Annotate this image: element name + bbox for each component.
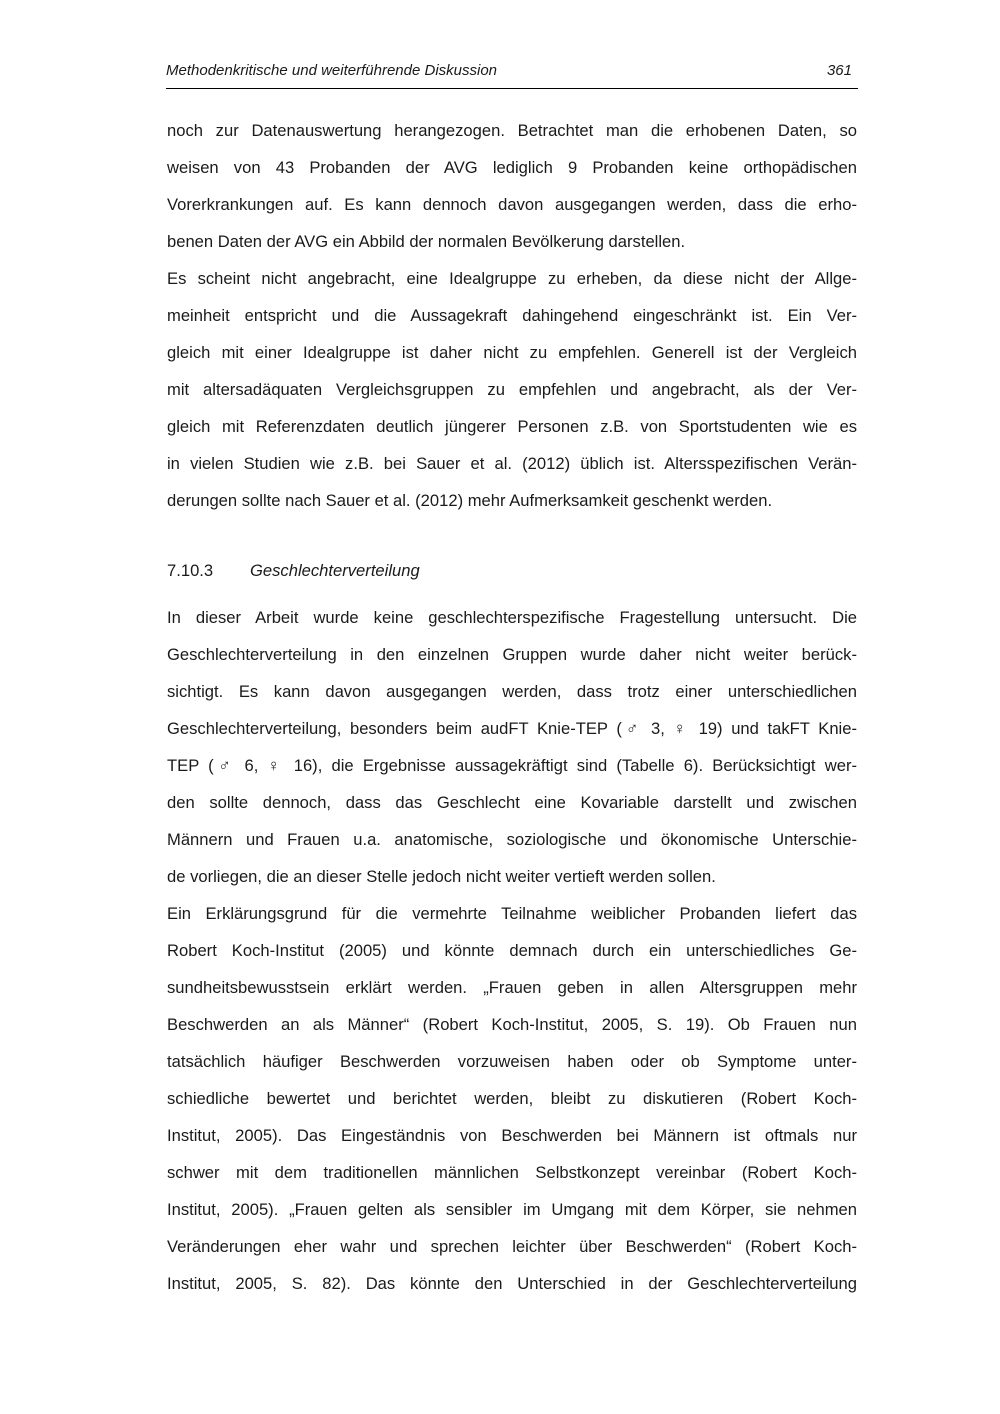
text-line: mit altersadäquaten Vergleichsgruppen zu empfehlen und angebracht, als der Ver-: [167, 380, 857, 399]
page-number: 361: [826, 62, 852, 79]
text-line: noch zur Datenauswertung herangezogen. Betrachtet man die erhobenen Daten, so: [167, 121, 857, 140]
text-line: in vielen Studien wie z.B. bei Sauer et al. (2012) üblich ist. Altersspezifischen Verän-: [167, 454, 857, 473]
page-body: [167, 118, 857, 1308]
text-line: Es scheint nicht angebracht, eine Idealgruppe zu erheben, da diese nicht der Allge-: [167, 269, 857, 288]
section-heading: [167, 558, 857, 590]
section-title: Geschlechterverteilung: [250, 561, 420, 580]
text-line: meinheit entspricht und die Aussagekraft dahingehend eingeschränkt ist. Ein Ver-: [167, 306, 857, 325]
text-line: Vorerkrankungen auf. Es kann dennoch davon ausgegangen werden, dass die erho-: [167, 195, 857, 214]
running-header-title: Methodenkritische und weiterführende Diskussion: [166, 62, 498, 79]
text-line: Geschlechterverteilung, besonders beim audFT Knie-TEP (♂ 3, ♀ 19) und takFT Knie-: [167, 719, 857, 738]
text-line: den sollte dennoch, dass das Geschlecht eine Kovariable darstellt und zwischen: [167, 793, 857, 812]
text-line: Robert Koch-Institut (2005) und könnte demnach durch ein unterschiedliches Ge-: [167, 941, 857, 960]
paragraph: [167, 118, 857, 266]
text-line: schiedliche bewertet und berichtet werden, bleibt zu diskutieren (Robert Koch-: [167, 1089, 857, 1108]
text-line: gleich mit Referenzdaten deutlich jüngerer Personen z.B. von Sportstudenten wie es: [167, 417, 857, 436]
text-before-section: [167, 118, 857, 525]
text-line: tatsächlich häufiger Beschwerden vorzuweisen haben oder ob Symptome unter-: [167, 1052, 857, 1071]
paragraph: [167, 901, 857, 1308]
text-line: weisen von 43 Probanden der AVG lediglich 9 Probanden keine orthopädischen: [167, 158, 857, 177]
text-line: In dieser Arbeit wurde keine geschlechterspezifische Fragestellung untersucht. Die: [167, 608, 857, 627]
text-line: derungen sollte nach Sauer et al. (2012) mehr Aufmerksamkeit geschenkt werden.: [167, 491, 773, 510]
paragraph: [167, 266, 857, 525]
text-line: Ein Erklärungsgrund für die vermehrte Teilnahme weiblicher Probanden liefert das: [167, 904, 857, 923]
text-line: Institut, 2005). „Frauen gelten als sensibler im Umgang mit dem Körper, sie nehmen: [167, 1200, 857, 1219]
text-line: Männern und Frauen u.a. anatomische, soziologische und ökonomische Unterschie-: [167, 830, 857, 849]
text-line: sichtigt. Es kann davon ausgegangen werden, dass trotz einer unterschiedlichen: [167, 682, 857, 701]
text-line: Institut, 2005). Das Eingeständnis von Beschwerden bei Männern ist oftmals nur: [167, 1126, 857, 1145]
text-line: Geschlechterverteilung in den einzelnen Gruppen wurde daher nicht weiter berück-: [167, 645, 857, 664]
text-line: Beschwerden an als Männer“ (Robert Koch-Institut, 2005, S. 19). Ob Frauen nun: [167, 1015, 857, 1034]
text-line: de vorliegen, die an dieser Stelle jedoch nicht weiter vertieft werden sollen.: [167, 867, 716, 886]
text-line: benen Daten der AVG ein Abbild der normalen Bevölkerung darstellen.: [167, 232, 686, 251]
running-header: [166, 60, 858, 89]
text-line: TEP (♂ 6, ♀ 16), die Ergebnisse aussagekräftigt sind (Tabelle 6). Berücksichtigt wer-: [167, 756, 857, 775]
text-line: sundheitsbewusstsein erklärt werden. „Frauen geben in allen Altersgruppen mehr: [167, 978, 857, 997]
paragraph: [167, 605, 857, 901]
text-line: schwer mit dem traditionellen männlichen Selbstkonzept vereinbar (Robert Koch-: [167, 1163, 857, 1182]
text-line: gleich mit einer Idealgruppe ist daher nicht zu empfehlen. Generell ist der Vergleich: [167, 343, 857, 362]
section-number: 7.10.3: [167, 561, 214, 580]
text-line: Institut, 2005, S. 82). Das könnte den Unterschied in der Geschlechterverteilung: [167, 1274, 857, 1293]
text-after-section: [167, 605, 857, 1308]
text-line: Veränderungen eher wahr und sprechen leichter über Beschwerden“ (Robert Koch-: [167, 1237, 857, 1256]
